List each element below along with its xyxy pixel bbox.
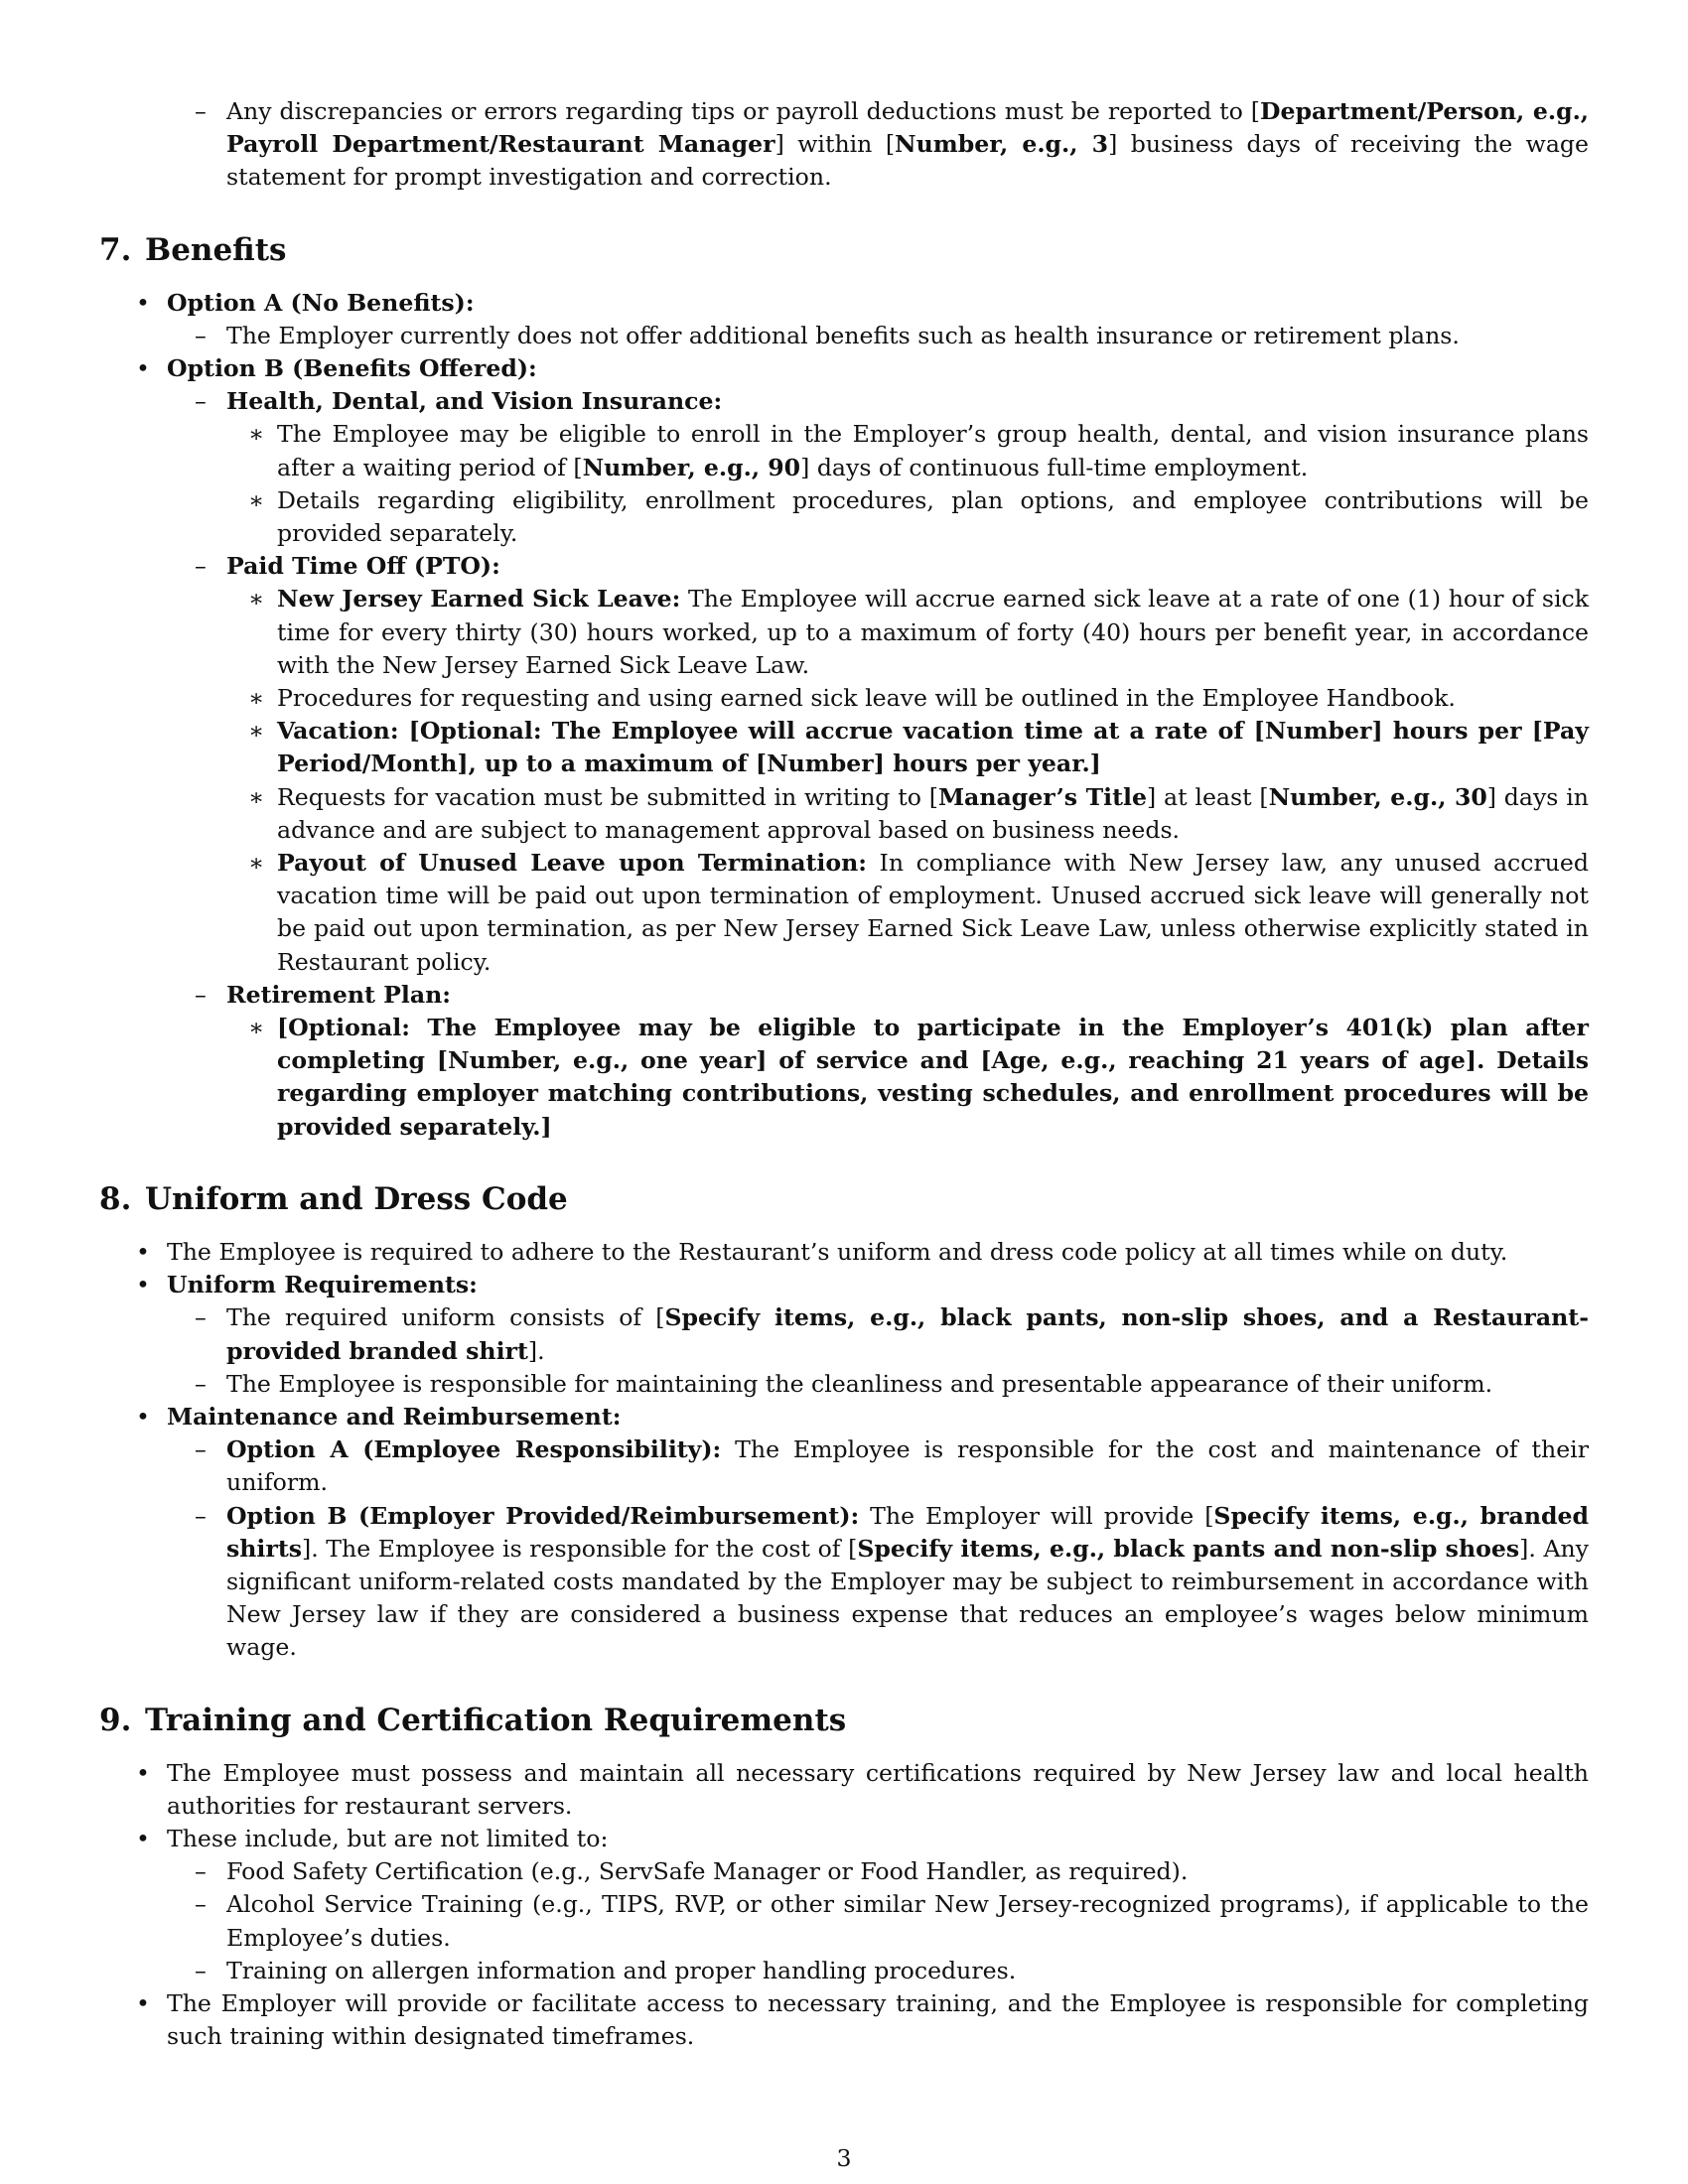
sub-list bbox=[167, 1433, 1589, 1664]
text-run: In compliance with New Jersey law, any unused accrued vacation time will be paid out upon termination of employment. Unused accrued sick leave will generally not be paid out upon termination, as per New Jersey Earned Sick Leave Law, unless otherwise explicitly stated in Restaurant policy. bbox=[277, 849, 1590, 976]
section-number: 9. bbox=[99, 1702, 132, 1738]
continued-list bbox=[226, 95, 1589, 195]
text-run: ] business days of receiving the wage statement for prompt investigation and correction. bbox=[226, 130, 1589, 192]
item-label: Option A (Employee Responsibility): bbox=[226, 1435, 722, 1464]
sub-list bbox=[167, 1301, 1589, 1401]
subheading: Retirement Plan: bbox=[226, 980, 452, 1009]
list-item: • The Employer will provide or facilitate access to necessary training, and the Employee is responsible for completing such training within designated timeframes. bbox=[167, 1987, 1589, 2053]
item-label: Option B (Employer Provided/Reimbursement): bbox=[226, 1501, 860, 1530]
text-run: ] days in advance and are subject to management approval based on business needs. bbox=[277, 782, 1589, 844]
list-item: – The Employer currently does not offer additional benefits such as health insurance or retirement plans. bbox=[226, 320, 1589, 352]
item-label: Payout of Unused Leave upon Termination: bbox=[277, 849, 867, 878]
list-item bbox=[167, 287, 1589, 352]
text-run: The Employee may be eligible to enroll in the Employer’s group health, dental, and vision insurance plans after a waiting period of [ bbox=[277, 420, 1589, 481]
placeholder-field: Vacation: [Optional: The Employee will accrue vacation time at a rate of [Number] hours per [Pay Period/Month], up to a maximum of [Number] hours per year.] bbox=[277, 717, 1589, 778]
text-run: ] at least [ bbox=[1147, 782, 1269, 811]
item-label: New Jersey Earned Sick Leave: bbox=[277, 585, 681, 614]
section-title: Benefits bbox=[145, 231, 287, 268]
list-item bbox=[277, 583, 1589, 682]
placeholder-field: Number, e.g., 3 bbox=[895, 130, 1109, 159]
sub-list bbox=[167, 320, 1589, 352]
list-item bbox=[167, 352, 1589, 1144]
list-item bbox=[277, 715, 1589, 780]
list-item: ∗ Procedures for requesting and using earned sick leave will be outlined in the Employee Handbook. bbox=[277, 682, 1589, 715]
sub-sub-list bbox=[226, 418, 1589, 550]
text-run: The Employer will provide [ bbox=[859, 1501, 1214, 1530]
text-run: ] days of continuous full-time employment. bbox=[800, 453, 1309, 481]
subheading: Paid Time Off (PTO): bbox=[226, 552, 500, 581]
section-number: 7. bbox=[99, 231, 132, 268]
list-item: • The Employee is required to adhere to the Restaurant’s uniform and dress code policy at all times while on duty. bbox=[167, 1236, 1589, 1269]
placeholder-field: Specify items, e.g., black pants and non-slip shoes bbox=[857, 1534, 1520, 1563]
list-item bbox=[226, 550, 1589, 979]
section-number: 8. bbox=[99, 1180, 132, 1217]
subheading: Uniform Requirements: bbox=[167, 1271, 478, 1299]
subheading: Maintenance and Reimbursement: bbox=[167, 1402, 622, 1431]
text-run: ]. Any significant uniform-related costs mandated by the Employer may be subject to reimbursement in accordance with New Jersey law if they are considered a business expense that reduces an employee’s wages below minimum wage. bbox=[226, 1534, 1590, 1662]
section-heading-uniform bbox=[99, 1180, 1589, 1218]
list-item: – Alcohol Service Training (e.g., TIPS, RVP, or other similar New Jersey-recognized programs), if applicable to the Employee’s duties. bbox=[226, 1888, 1589, 1954]
section-title: Uniform and Dress Code bbox=[145, 1180, 568, 1217]
list-item bbox=[277, 781, 1589, 847]
text-run: The required uniform consists of [ bbox=[226, 1303, 665, 1332]
page-number: 3 bbox=[836, 2144, 852, 2172]
list-item bbox=[226, 1433, 1589, 1499]
text-run: Any discrepancies or errors regarding tips or payroll deductions must be reported to [ bbox=[226, 97, 1261, 125]
option-label: Option B (Benefits Offered): bbox=[167, 354, 537, 383]
section-heading-benefits bbox=[99, 231, 1589, 269]
list-item bbox=[277, 1012, 1589, 1144]
list-item bbox=[226, 1500, 1589, 1665]
sub-list bbox=[167, 385, 1589, 1144]
text-run: Requests for vacation must be submitted in writing to [ bbox=[277, 782, 938, 811]
sub-sub-list bbox=[226, 583, 1589, 978]
list-item bbox=[226, 95, 1589, 195]
sub-list bbox=[167, 1855, 1589, 1987]
list-item: • The Employee must possess and maintain all necessary certifications required by New Jersey law and local health authorities for restaurant servers. bbox=[167, 1757, 1589, 1823]
list-item: – Training on allergen information and proper handling procedures. bbox=[226, 1955, 1589, 1987]
list-item: – The Employee is responsible for maintaining the cleanliness and presentable appearance of their uniform. bbox=[226, 1368, 1589, 1401]
sub-sub-list bbox=[226, 1012, 1589, 1144]
placeholder-field: [Optional: The Employee may be eligible to participate in the Employer’s 401(k) plan after completing [Number, e.g., one year] of service and [Age, e.g., reaching 21 years of age]. Details regarding employer matching contributions, vesting schedules, and enrollment procedures will be provided separately.] bbox=[277, 1014, 1589, 1141]
training-list bbox=[99, 1757, 1589, 2054]
uniform-list bbox=[99, 1236, 1589, 1665]
text-run: ]. The Employee is responsible for the cost of [ bbox=[302, 1534, 858, 1563]
placeholder-field: Department/Person, e.g., Payroll Department/Restaurant Manager bbox=[226, 97, 1590, 159]
option-label: Option A (No Benefits): bbox=[167, 288, 475, 317]
list-item bbox=[167, 1269, 1589, 1401]
placeholder-field: Number, e.g., 30 bbox=[1268, 782, 1487, 811]
list-item bbox=[277, 418, 1589, 483]
subheading: Health, Dental, and Vision Insurance: bbox=[226, 387, 723, 416]
list-item bbox=[226, 1301, 1589, 1367]
list-item: ∗ Details regarding eligibility, enrollment procedures, plan options, and employee contributions will be provided separately. bbox=[277, 484, 1589, 550]
placeholder-field: Number, e.g., 90 bbox=[582, 453, 801, 481]
placeholder-field: Specify items, e.g., branded shirts bbox=[226, 1501, 1589, 1563]
list-item bbox=[167, 1823, 1589, 1987]
list-item bbox=[167, 1401, 1589, 1665]
section-title: Training and Certification Requirements bbox=[145, 1702, 847, 1738]
text-run: ] within [ bbox=[774, 130, 896, 159]
placeholder-field: Specify items, e.g., black pants, non-slip shoes, and a Restaurant-provided branded shirt bbox=[226, 1303, 1589, 1365]
list-item: – Food Safety Certification (e.g., ServSafe Manager or Food Handler, as required). bbox=[226, 1855, 1589, 1888]
benefits-list bbox=[99, 287, 1589, 1144]
text-run: The Employee is responsible for the cost and maintenance of their uniform. bbox=[226, 1435, 1589, 1497]
list-item bbox=[226, 385, 1589, 550]
text-run: The Employee will accrue earned sick leave at a rate of one (1) hour of sick time for every thirty (30) hours worked, up to a maximum of forty (40) hours per benefit year, in accordance with the New Jersey Earned Sick Leave Law. bbox=[277, 585, 1589, 679]
section-heading-training bbox=[99, 1702, 1589, 1739]
placeholder-field: Manager’s Title bbox=[937, 782, 1148, 811]
text-run: These include, but are not limited to: bbox=[167, 1824, 609, 1852]
list-item bbox=[277, 847, 1589, 979]
text-run: ]. bbox=[527, 1336, 545, 1365]
list-item bbox=[226, 979, 1589, 1144]
